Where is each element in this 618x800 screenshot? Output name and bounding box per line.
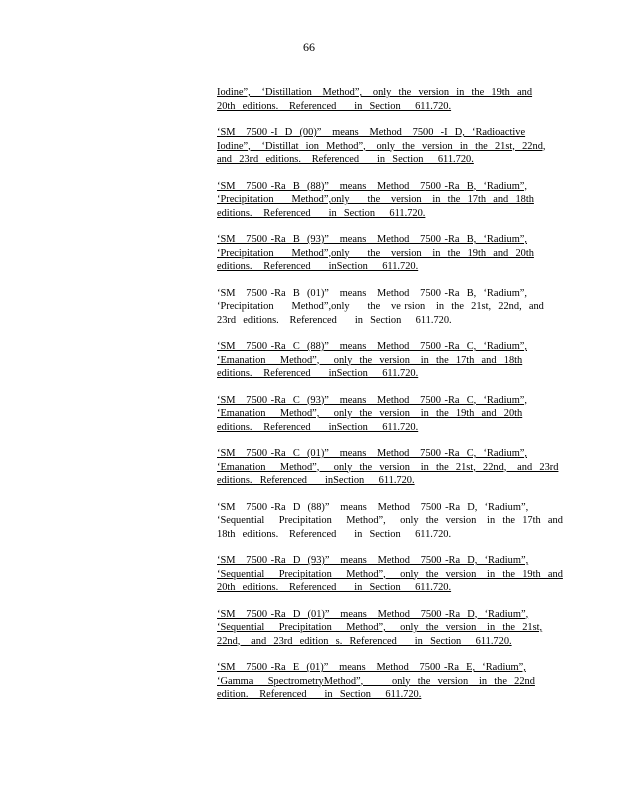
- paragraph-line: ‘Emanation Method”, only the version in the 21st, 22nd, and 23rd: [217, 461, 559, 473]
- definition-paragraph: [217, 86, 541, 113]
- definition-paragraph: [217, 340, 541, 381]
- paragraph-line: ‘Emanation Method”, only the version in the 19th and 20th: [217, 408, 523, 419]
- paragraph-line: Iodine”, ‘Distillat ion Method”, only the version in the 21st, 22nd,: [217, 140, 546, 152]
- definition-paragraph: [217, 447, 559, 488]
- paragraph-line: Iodine”, ‘Distillation Method”, only the version in the 19th and: [217, 87, 533, 98]
- paragraph-line: editions. Referenced inSection 611.720.: [217, 475, 415, 486]
- definition-paragraph: [217, 661, 541, 702]
- paragraph-line: ‘Precipitation Method”,only the version in the 19th and 20th: [217, 247, 534, 259]
- definition-paragraph: [217, 180, 541, 221]
- definitions-list: [217, 86, 563, 715]
- definition-paragraph: [217, 554, 563, 595]
- paragraph-line: and 23rd editions. Referenced in Section 611.720.: [217, 154, 474, 165]
- paragraph-line: ‘Precipitation Method”,only the ve rsion in the 21st, 22nd, and: [217, 301, 544, 312]
- paragraph-line: ‘SM 7500 -I D (00)” means Method 7500 -I D, ‘Radioactive: [217, 127, 526, 138]
- definition-paragraph: [217, 501, 563, 542]
- definition-paragraph: [217, 394, 541, 435]
- paragraph-line: ‘Gamma SpectrometryMethod”, only the version in the 22nd: [217, 675, 535, 687]
- paragraph-line: ‘Sequential Precipitation Method”, only the version in the 19th and: [217, 568, 563, 580]
- paragraph-line: ‘SM 7500 -Ra D (88)” means Method 7500 -Ra D, ‘Radium”,: [217, 501, 529, 513]
- paragraph-line: ‘SM 7500 -Ra B (88)” means Method 7500 -Ra B, ‘Radium”,: [217, 180, 528, 192]
- paragraph-line: ‘SM 7500 -Ra B (93)” means Method 7500 -Ra B, ‘Radium”,: [217, 234, 528, 245]
- paragraph-line: editions. Referenced inSection 611.720.: [217, 368, 419, 379]
- paragraph-line: ‘SM 7500 -Ra B (01)” means Method 7500 -Ra B, ‘Radium”,: [217, 287, 528, 299]
- definition-paragraph: [217, 287, 544, 328]
- paragraph-line: 20th editions. Referenced in Section 611.720.: [217, 100, 452, 112]
- paragraph-line: 23rd editions. Referenced in Section 611.720.: [217, 314, 452, 326]
- paragraph-line: ‘SM 7500 -Ra E (01)” means Method 7500 -Ra E, ‘Radium”,: [217, 662, 526, 673]
- page-number: 66: [303, 40, 315, 54]
- paragraph-line: 18th editions. Referenced in Section 611.720.: [217, 528, 452, 540]
- definition-paragraph: [217, 233, 541, 274]
- paragraph-line: ‘SM 7500 -Ra C (88)” means Method 7500 -Ra C, ‘Radium”,: [217, 341, 528, 352]
- paragraph-line: editions. Referenced inSection 611.720.: [217, 261, 419, 272]
- paragraph-line: ‘SM 7500 -Ra C (01)” means Method 7500 -Ra C, ‘Radium”,: [217, 448, 528, 459]
- paragraph-line: ‘Emanation Method”, only the version in the 17th and 18th: [217, 354, 523, 366]
- definition-paragraph: [217, 608, 541, 649]
- paragraph-line: edition. Referenced in Section 611.720.: [217, 689, 422, 700]
- paragraph-line: ‘SM 7500 -Ra C (93)” means Method 7500 -Ra C, ‘Radium”,: [217, 394, 528, 406]
- paragraph-line: ‘SM 7500 -Ra D (01)” means Method 7500 -Ra D, ‘Radium”,: [217, 608, 529, 620]
- paragraph-line: 22nd, and 23rd edition s. Referenced in Section 611.720.: [217, 635, 512, 647]
- paragraph-line: ‘Precipitation Method”,only the version in the 17th and 18th: [217, 194, 534, 205]
- paragraph-line: ‘SM 7500 -Ra D (93)” means Method 7500 -Ra D, ‘Radium”,: [217, 555, 529, 566]
- paragraph-line: editions. Referenced inSection 611.720.: [217, 421, 419, 433]
- paragraph-line: 20th editions. Referenced in Section 611.720.: [217, 582, 452, 593]
- definition-paragraph: [217, 126, 546, 167]
- paragraph-line: editions. Referenced in Section 611.720.: [217, 207, 426, 219]
- paragraph-line: ‘Sequential Precipitation Method”, only the version in the 21st,: [217, 622, 543, 633]
- paragraph-line: ‘Sequential Precipitation Method”, only the version in the 17th and: [217, 515, 563, 526]
